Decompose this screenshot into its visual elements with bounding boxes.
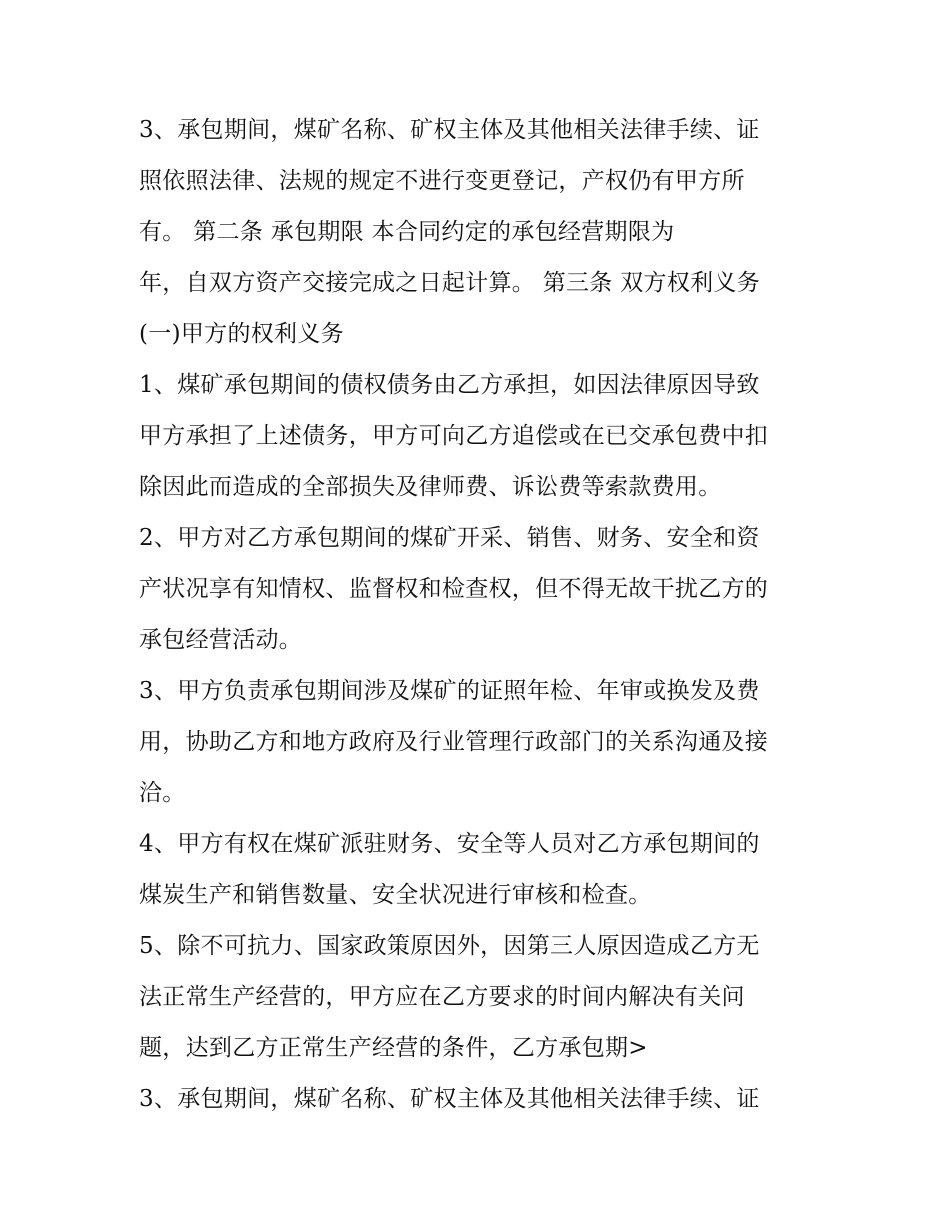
text-line: 洽。 <box>139 780 186 806</box>
text-line: 甲方承担了上述债务，甲方可向乙方追偿或在已交承包费中扣 <box>139 423 769 449</box>
text-line: 4、甲方有权在煤矿派驻财务、安全等人员对乙方承包期间的 <box>139 831 760 857</box>
text-line: 题，达到乙方正常生产经营的条件，乙方承包期> <box>139 1035 648 1061</box>
contract-text <box>139 105 839 1125</box>
section-heading: (一)甲方的权利义务 <box>139 321 344 347</box>
text-line: 承包经营活动。 <box>139 627 303 653</box>
text-line: 有。 第二条 承包期限 本合同约定的承包经营期限为 <box>139 219 675 245</box>
text-line: 3、承包期间，煤矿名称、矿权主体及其他相关法律手续、证 <box>139 117 760 143</box>
text-line: 3、甲方负责承包期间涉及煤矿的证照年检、年审或换发及费 <box>139 678 760 704</box>
text-line: 产状况享有知情权、监督权和检查权，但不得无故干扰乙方的 <box>139 576 769 602</box>
text-line: 照依照法律、法规的规定不进行变更登记，产权仍有甲方所 <box>139 168 745 194</box>
text-line: 3、承包期间，煤矿名称、矿权主体及其他相关法律手续、证 <box>139 1086 760 1112</box>
text-line: 用，协助乙方和地方政府及行业管理行政部门的关系沟通及接 <box>139 729 769 755</box>
text-line: 年，自双方资产交接完成之日起计算。 第三条 双方权利义务 <box>139 270 761 296</box>
text-line: 煤炭生产和销售数量、安全状况进行审核和检查。 <box>139 882 652 908</box>
text-line: 除因此而造成的全部损失及律师费、诉讼费等索款费用。 <box>139 474 722 500</box>
text-line: 5、除不可抗力、国家政策原因外，因第三人原因造成乙方无 <box>139 933 760 959</box>
text-line: 2、甲方对乙方承包期间的煤矿开采、销售、财务、安全和资 <box>139 525 760 551</box>
text-line: 法正常生产经营的，甲方应在乙方要求的时间内解决有关问 <box>139 984 745 1010</box>
text-line: 1、煤矿承包期间的债权债务由乙方承担，如因法律原因导致 <box>139 372 760 398</box>
